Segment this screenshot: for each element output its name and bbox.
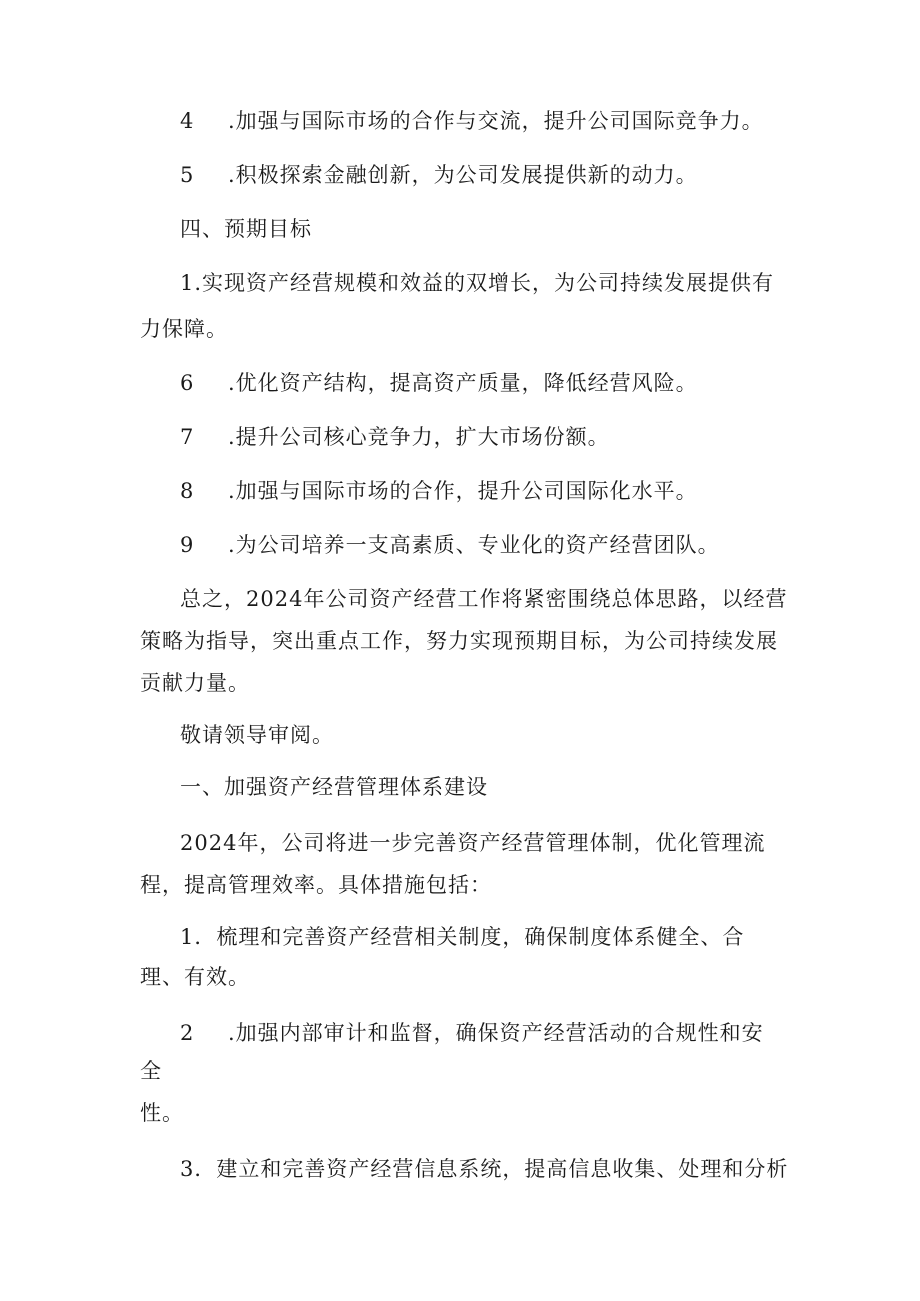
- list-number: 9: [180, 533, 195, 557]
- list-item-9: [180, 530, 720, 560]
- list-text: .积极探索金融创新，为公司发展提供新的动力。: [228, 163, 698, 187]
- list-text: .加强与国际市场的合作与交流，提升公司国际竞争力。: [228, 109, 764, 133]
- goal-1-line-2: 力保障。: [140, 317, 228, 341]
- list-item-8: [180, 476, 698, 506]
- list-item-5: [180, 160, 698, 190]
- list-number: 4: [180, 109, 195, 133]
- summary-line-2: 策略为指导，突出重点工作，努力实现预期目标，为公司持续发展: [140, 629, 778, 653]
- list-number: 8: [180, 479, 195, 503]
- paragraph-2024-line-1: 2024年，公司将进一步完善资产经营管理体制，优化管理流: [180, 831, 766, 855]
- list-number: 5: [180, 163, 195, 187]
- list-text: .为公司培养一支高素质、专业化的资产经营团队。: [228, 533, 720, 557]
- list-item-4: [180, 106, 764, 136]
- list-item-6: [180, 368, 698, 398]
- measure-2-line-2: 全: [140, 1059, 162, 1083]
- measure-1-line-2: 理、有效。: [140, 965, 250, 989]
- section-heading-expected-goals: 四、预期目标: [180, 217, 312, 241]
- list-text: .优化资产结构，提高资产质量，降低经营风险。: [228, 371, 698, 395]
- measure-2-line-3: 性。: [140, 1101, 184, 1125]
- measure-3-line-1: 3．建立和完善资产经营信息系统，提高信息收集、处理和分析: [180, 1157, 789, 1181]
- paragraph-2024-line-2: 程，提高管理效率。具体措施包括：: [140, 873, 492, 897]
- list-text: .提升公司核心竞争力，扩大市场份额。: [228, 425, 610, 449]
- goal-1-line-1: 1.实现资产经营规模和效益的双增长，为公司持续发展提供有: [180, 271, 775, 295]
- section-heading-management-system: 一、加强资产经营管理体系建设: [180, 775, 488, 799]
- list-number: 7: [180, 425, 195, 449]
- summary-line-3: 贡献力量。: [140, 671, 250, 695]
- summary-line-1: 总之，2024年公司资产经营工作将紧密围绕总体思路，以经营: [180, 587, 788, 611]
- list-item-7: [180, 422, 610, 452]
- list-number: 2: [180, 1021, 195, 1045]
- list-text: .加强与国际市场的合作，提升公司国际化水平。: [228, 479, 698, 503]
- closing-remark: 敬请领导审阅。: [180, 723, 334, 747]
- measure-1-line-1: 1．梳理和完善资产经营相关制度，确保制度体系健全、合: [180, 925, 745, 949]
- list-text: .加强内部审计和监督，确保资产经营活动的合规性和安: [228, 1021, 764, 1045]
- measure-2-line-1: [180, 1018, 764, 1048]
- list-number: 6: [180, 371, 195, 395]
